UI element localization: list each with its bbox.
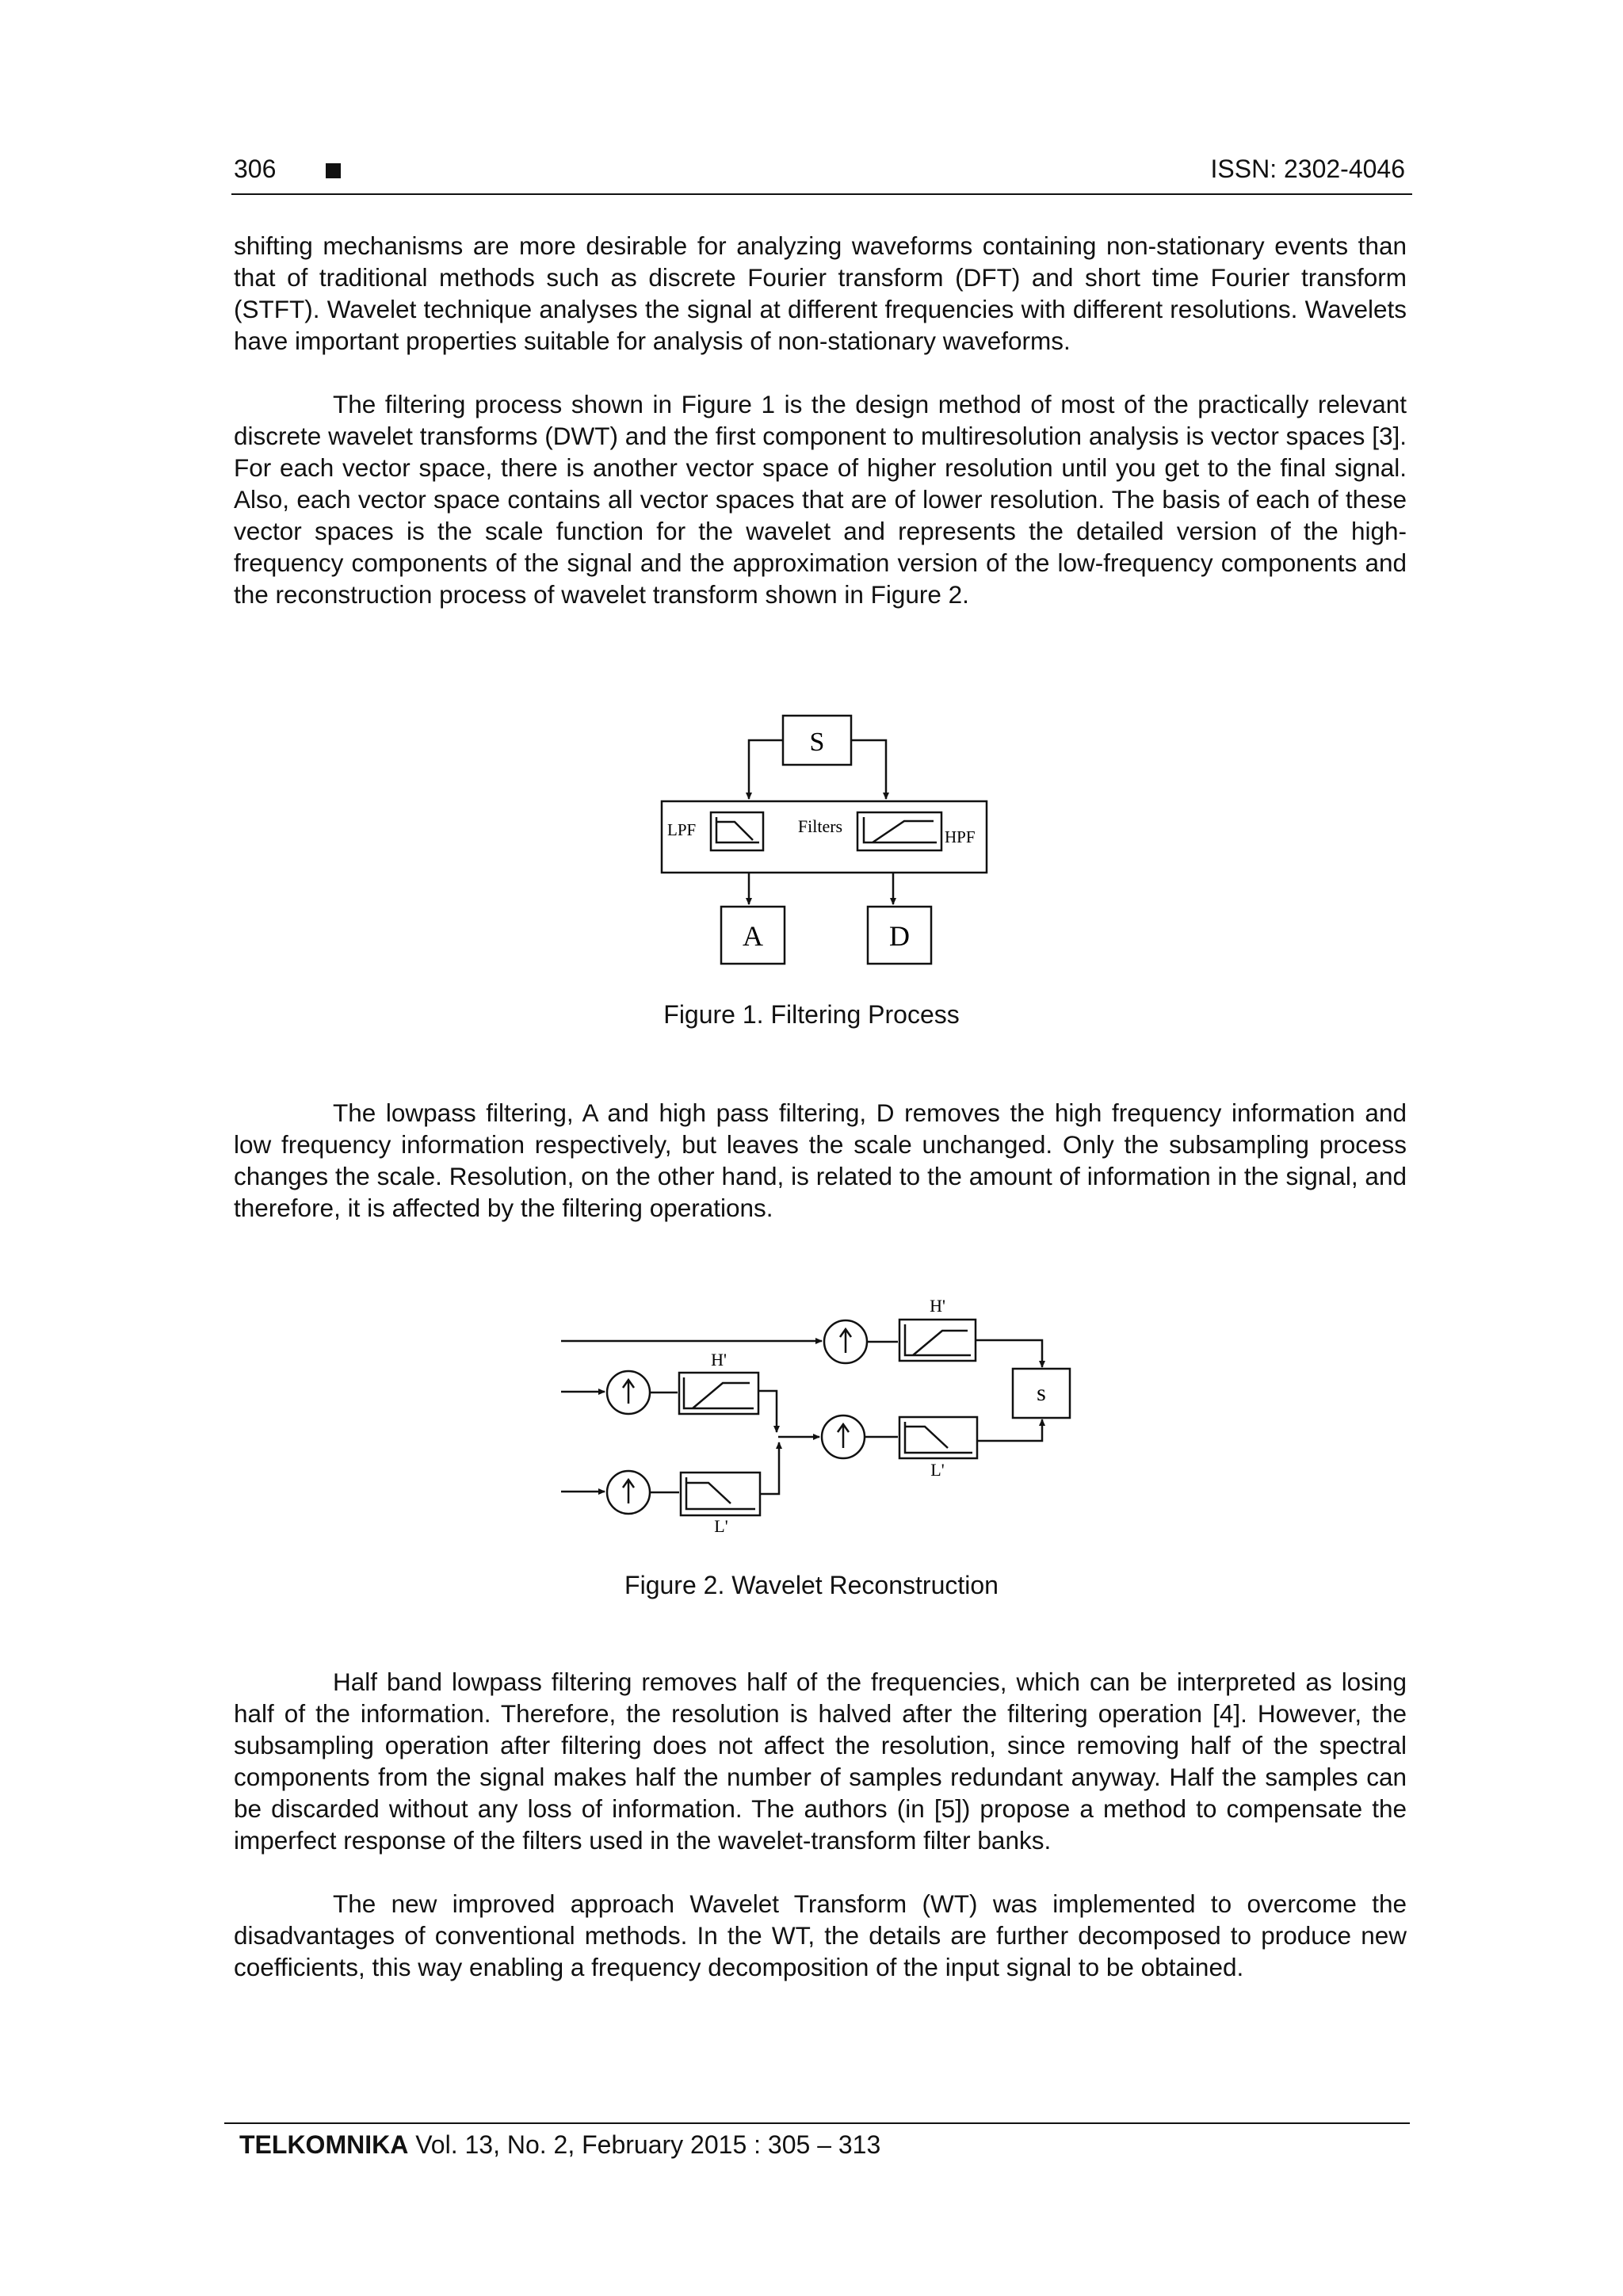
paragraph-4: Half band lowpass filtering removes half of the frequencies, which can be interpreted as losing half of the information. Therefore, the resolution is halved after the filtering operation [4]. However, the subsampling operation after filtering does not affect the resolution, since removing half of the spectral components from the signal makes half the number of samples redundant anyway. Half the samples can be discarded without any loss of information. The authors (in [5]) propose a method to compensate the imperfect response of the filters used in the wavelet-transform filter banks. (234, 1668, 1407, 1855)
journal-citation: Vol. 13, No. 2, February 2015 : 305 – 313 (408, 2130, 881, 2159)
page-header (234, 155, 1410, 194)
paragraph-5: The new improved approach Wavelet Transform (WT) was implemented to overcome the disadvantages of conventional methods. In the WT, the details are further decomposed to produce new coefficients, this way enabling a frequency decomposition of the input signal to be obtained. (234, 1889, 1407, 1981)
figure-2-diagram (555, 1280, 1078, 1541)
hpf-label: HPF (945, 827, 976, 846)
paragraph-1: shifting mechanisms are more desirable for analyzing waveforms containing non-stationary events than that of traditional methods such as discrete Fourier transform (DFT) and short time Fourier transform (STFT). Wavelet technique analyses the signal at different frequencies with different resolutions. Wavelets have important properties suitable for analysis of non-stationary waveforms. (234, 231, 1407, 355)
issn: ISSN: 2302-4046 (1210, 155, 1405, 183)
page-footer (239, 2130, 880, 2160)
journal-name: TELKOMNIKA (239, 2130, 409, 2159)
approx-label: A (743, 920, 763, 952)
footer-rule (224, 2122, 1410, 2124)
figure-1-diagram (650, 704, 999, 973)
h-top-label: H' (930, 1296, 945, 1316)
paragraph-2: The filtering process shown in Figure 1 is the design method of most of the practically relevant discrete wavelet transforms (DWT) and the first component to multiresolution analysis is vector spaces [3]. For each vector space, there is another vector space of higher resolution until you get to the final signal. Also, each vector space contains all vector spaces that are of lower resolution. The basis of each of these vector spaces is the scale function for the wavelet and represents the detailed version of the high-frequency components of the signal and the approximation version of the low-frequency components and the reconstruction process of wavelet transform shown in Figure 2. (234, 390, 1407, 609)
sum-label: s (1037, 1380, 1046, 1406)
figure-1-caption: Figure 1. Filtering Process (663, 1000, 960, 1029)
h-left-label: H' (711, 1350, 727, 1370)
l-right-label: L' (930, 1460, 945, 1480)
lpf-filter (711, 812, 763, 850)
figure-2-caption: Figure 2. Wavelet Reconstruction (624, 1571, 999, 1599)
filters-label: Filters (797, 816, 843, 836)
hpf-filter (857, 812, 941, 850)
page-number: 306 (234, 155, 277, 183)
header-rule (231, 193, 1412, 195)
detail-label: D (889, 920, 910, 952)
l-left-label: L' (714, 1516, 728, 1536)
signal-label: S (809, 728, 825, 757)
square-bullet-icon (326, 163, 341, 178)
paragraph-3: The lowpass filtering, A and high pass filtering, D removes the high frequency information and low frequency information respectively, but leaves the scale unchanged. Only the subsampling process changes the scale. Resolution, on the other hand, is related to the amount of information in the signal, and therefore, it is affected by the filtering operations. (234, 1098, 1407, 1222)
lpf-label: LPF (667, 820, 697, 839)
